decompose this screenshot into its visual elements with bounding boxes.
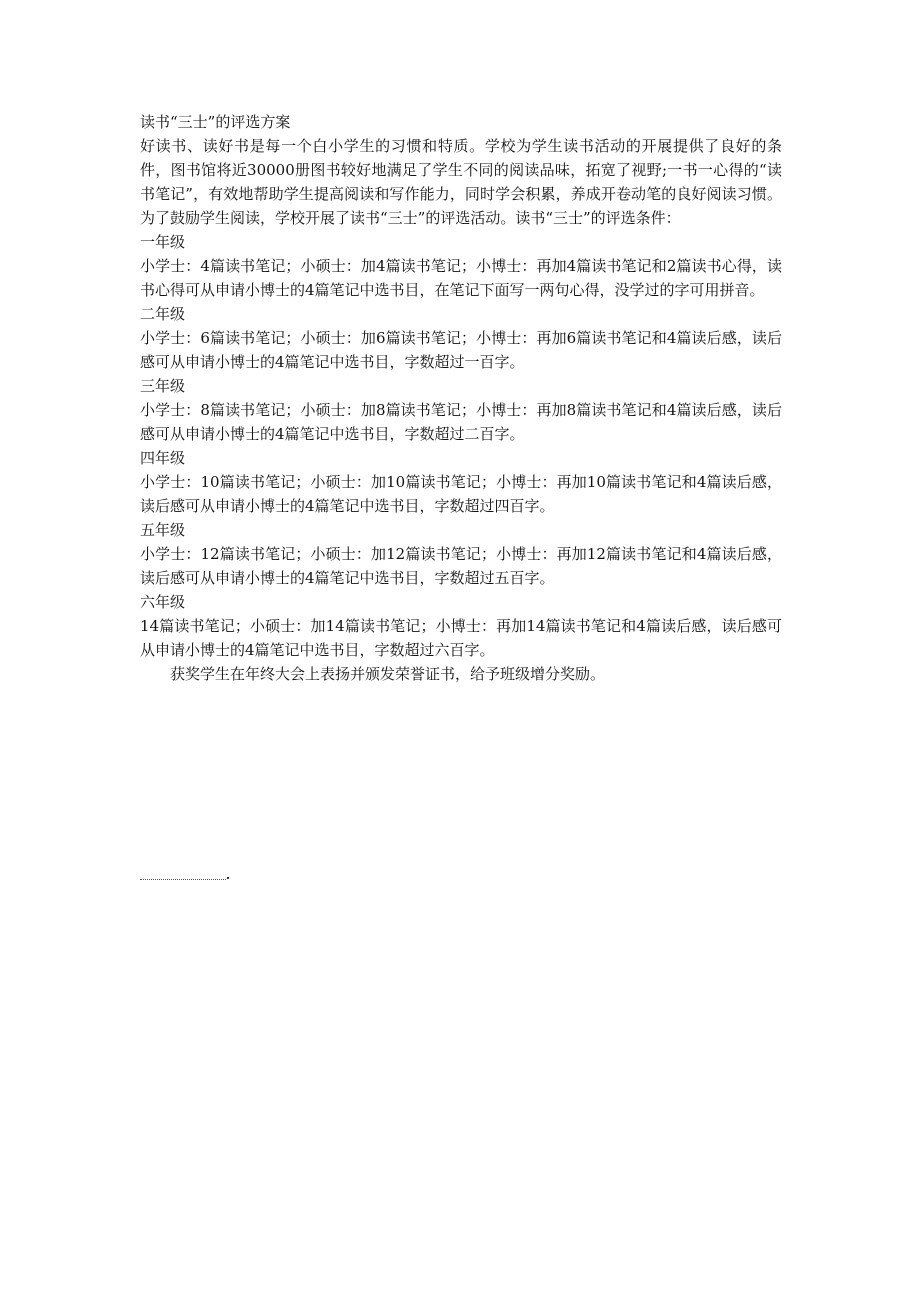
- closing-paragraph: 获奖学生在年终大会上表扬并颁发荣誉证书，给予班级增分奖励。: [170, 665, 606, 683]
- grade-heading-5: 五年级: [140, 521, 186, 539]
- grade-heading-4: 四年级: [140, 449, 186, 467]
- grade-heading-1: 一年级: [140, 233, 186, 251]
- intro-paragraph: 好读书、读好书是每一个白小学生的习惯和特质。学校为学生读书活动的开展提供了良好的条件，图书馆将近30000册图书较好地满足了学生不同的阅读品味，拓宽了视野;一书一心得的“读书笔记”，有效地帮助学生提高阅读和写作能力，同时学会积累，养成开卷动笔的良好阅读习惯。为了鼓励学生阅读，学校开展了读书“三士”的评选活动。读书“三士”的评选条件：: [140, 137, 782, 227]
- grade-criteria-6: 14篇读书笔记；小硕士：加14篇读书笔记；小博士：再加14篇读书笔记和4篇读后感，读后感可从申请小博士的4篇笔记中选书目，字数超过六百字。: [140, 617, 782, 659]
- document-body: [140, 110, 782, 686]
- grade-heading-6: 六年级: [140, 593, 186, 611]
- document-title: 读书“三士”的评选方案: [140, 113, 291, 131]
- grade-criteria-1: 小学士：4篇读书笔记；小硕士：加4篇读书笔记；小博士：再加4篇读书笔记和2篇读书心得，读书心得可从申请小博士的4篇笔记中选书目，在笔记下面写一两句心得，没学过的字可用拼音。: [140, 257, 782, 299]
- grade-criteria-4: 小学士：10篇读书笔记；小硕士：加10篇读书笔记；小博士：再加10篇读书笔记和4篇读后感，读后感可从申请小博士的4篇笔记中选书目，字数超过四百字。: [140, 473, 782, 515]
- grade-heading-2: 二年级: [140, 305, 186, 323]
- footer-dot: [227, 877, 229, 879]
- grade-heading-3: 三年级: [140, 377, 186, 395]
- grade-criteria-2: 小学士：6篇读书笔记；小硕士：加6篇读书笔记；小博士：再加6篇读书笔记和4篇读后感，读后感可从申请小博士的4篇笔记中选书目，字数超过一百字。: [140, 329, 782, 371]
- footer-dotted-rule: [140, 879, 226, 880]
- grade-criteria-5: 小学士：12篇读书笔记；小硕士：加12篇读书笔记；小博士：再加12篇读书笔记和4篇读后感，读后感可从申请小博士的4篇笔记中选书目，字数超过五百字。: [140, 545, 782, 587]
- grade-criteria-3: 小学士：8篇读书笔记；小硕士：加8篇读书笔记；小博士：再加8篇读书笔记和4篇读后感，读后感可从申请小博士的4篇笔记中选书目，字数超过二百字。: [140, 401, 782, 443]
